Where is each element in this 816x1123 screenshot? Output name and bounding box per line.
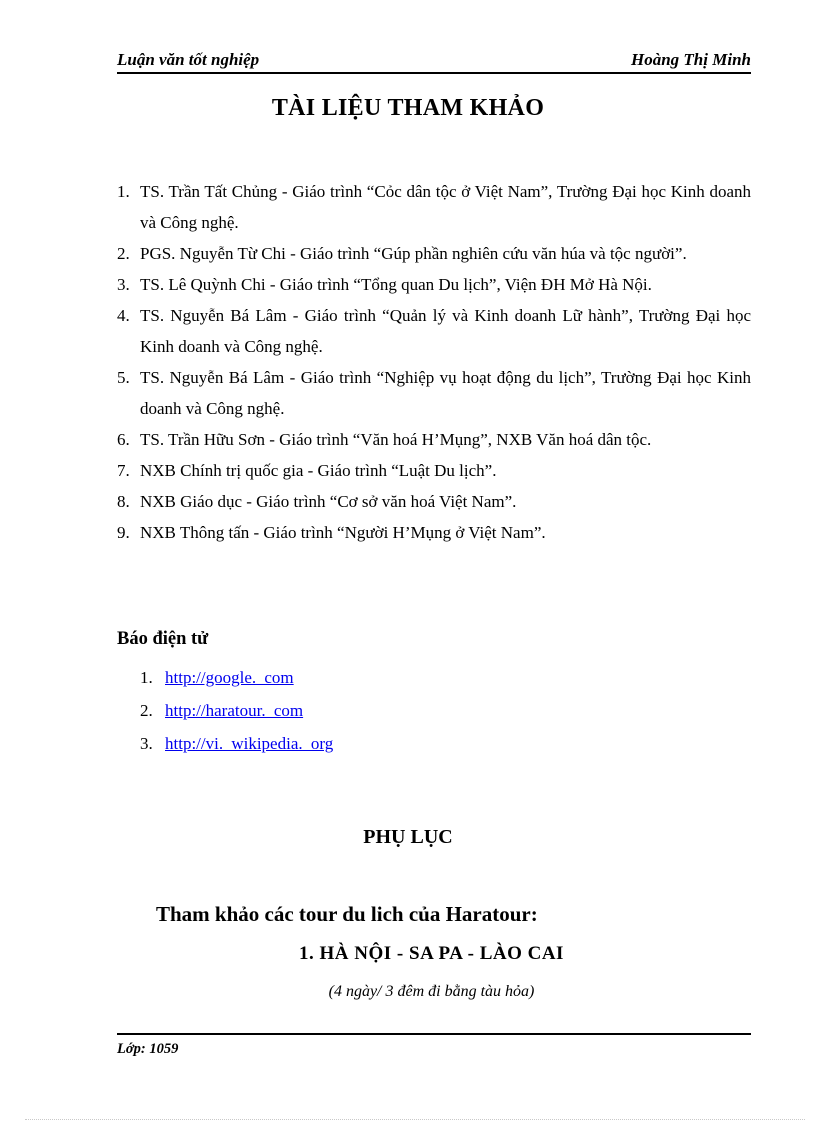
reference-text: TS. Trần Hữu Sơn - Giáo trình “Văn hoá H’Mụng”, NXB Văn hoá dân tộc.	[140, 430, 652, 449]
reference-text: NXB Giáo dục - Giáo trình “Cơ sở văn hoá Việt Nam”.	[140, 492, 517, 511]
reference-number: 5.	[117, 368, 130, 387]
page-header	[117, 50, 751, 74]
reference-text: TS. Nguyễn Bá Lâm - Giáo trình “Quản lý và Kinh doanh Lữ hành”, Trường Đại học Kinh doanh và Công nghệ.	[140, 306, 751, 356]
footer-divider	[117, 1033, 751, 1035]
tour-subtitle: (4 ngày/ 3 đêm đi bằng tàu hỏa)	[328, 983, 535, 1000]
reference-number: 7.	[117, 461, 130, 480]
reference-item	[117, 424, 751, 455]
link-google[interactable]: http://google. com	[165, 668, 294, 687]
reference-item	[117, 486, 751, 517]
link-haratour[interactable]: http://haratour. com	[165, 701, 304, 720]
reference-text: TS. Nguyễn Bá Lâm - Giáo trình “Nghiệp vụ hoạt động du lịch”, Trường Đại học Kinh doanh và Công nghệ.	[140, 368, 751, 418]
footer-class-label: Lớp: 1059	[117, 1041, 179, 1057]
reference-item	[117, 300, 751, 362]
link-number: 2.	[140, 701, 153, 720]
page-title: TÀI LIỆU THAM KHẢO	[271, 95, 545, 121]
header-author-name: Hoàng Thị Minh	[631, 50, 751, 69]
link-wikipedia[interactable]: http://vi. wikipedia. org	[165, 734, 334, 753]
reference-text: TS. Trần Tất Chủng - Giáo trình “Cỏc dân tộc ở Việt Nam”, Trường Đại học Kinh doanh và Công nghệ.	[140, 182, 751, 232]
reference-item	[117, 238, 751, 269]
reference-text: NXB Thông tấn - Giáo trình “Người H’Mụng ở Việt Nam”.	[140, 523, 546, 542]
reference-number: 1.	[117, 182, 130, 201]
link-number: 1.	[140, 668, 153, 687]
reference-item	[117, 176, 751, 238]
online-link-item	[140, 661, 333, 694]
reference-item	[117, 269, 751, 300]
tour-title: 1. HÀ NỘI - SA PA - LÀO CAI	[299, 943, 564, 964]
header-thesis-label: Luận văn tốt nghiệp	[117, 50, 260, 69]
link-number: 3.	[140, 734, 153, 753]
online-sources-heading: Báo điện tử	[117, 629, 209, 649]
online-link-item	[140, 694, 333, 727]
reference-number: 8.	[117, 492, 130, 511]
reference-number: 4.	[117, 306, 130, 325]
online-link-item	[140, 727, 333, 760]
reference-number: 6.	[117, 430, 130, 449]
reference-item	[117, 517, 751, 548]
reference-number: 3.	[117, 275, 130, 294]
reference-text: PGS. Nguyễn Từ Chi - Giáo trình “Gúp phần nghiên cứu văn húa và tộc người”.	[140, 244, 687, 263]
reference-number: 9.	[117, 523, 130, 542]
reference-text: NXB Chính trị quốc gia - Giáo trình “Luật Du lịch”.	[140, 461, 497, 480]
reference-item	[117, 362, 751, 424]
reference-item	[117, 455, 751, 486]
reference-list	[117, 176, 751, 548]
reference-number: 2.	[117, 244, 130, 263]
appendix-intro: Tham khảo các tour du lich của Haratour:	[156, 902, 538, 926]
page-bottom-edge	[25, 1119, 805, 1120]
reference-text: TS. Lê Quỳnh Chi - Giáo trình “Tổng quan Du lịch”, Viện ĐH Mở Hà Nội.	[140, 275, 652, 294]
appendix-title: PHỤ LỤC	[363, 826, 453, 848]
online-link-list	[140, 661, 333, 760]
